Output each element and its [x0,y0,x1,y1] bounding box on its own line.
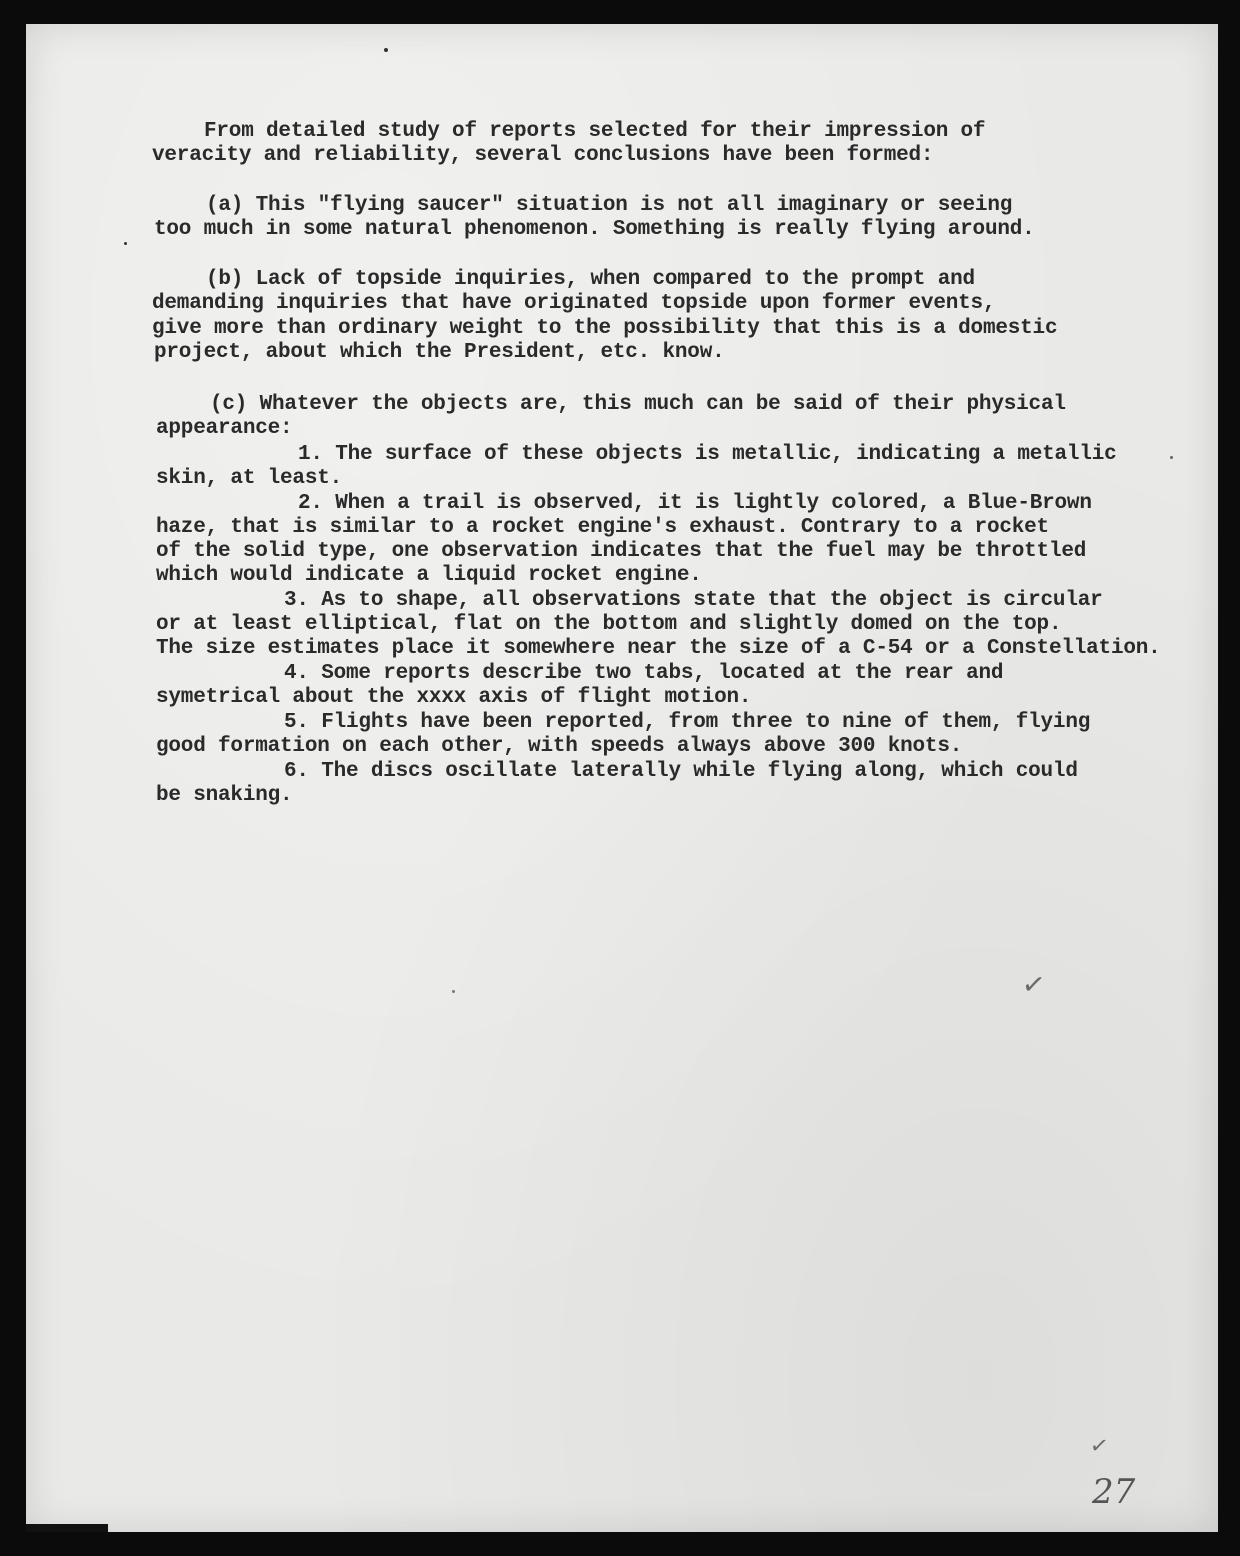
item-1-line-1: 1. The surface of these objects is metallic, indicating a metallic [298,443,1117,466]
scan-edge-shadow [26,1524,108,1532]
item-2-line-1: 2. When a trail is observed, it is lightly colored, a Blue-Brown [298,492,1092,515]
item-1-line-2: skin, at least. [156,467,343,490]
item-3-line-2: or at least elliptical, flat on the bottom and slightly domed on the top. [156,613,1062,636]
item-6-line-2: be snaking. [156,784,293,807]
item-4-line-1: 4. Some reports describe two tabs, located at the rear and [284,662,1004,685]
item-4-line-2: symetrical about the xxxx axis of flight motion. [156,686,752,709]
intro-line-2: veracity and reliability, several conclusions have been formed: [152,144,934,167]
paper-speck [1170,456,1173,459]
item-2-line-2: haze, that is similar to a rocket engine's exhaust. Contrary to a rocket [156,516,1049,539]
item-2-line-4: which would indicate a liquid rocket engine. [156,564,702,587]
intro-line-1: From detailed study of reports selected for their impression of [204,120,986,143]
page-number: 27 [1092,1472,1136,1512]
item-3-line-3: The size estimates place it somewhere near the size of a C-54 or a Constellation. [156,637,1161,660]
point-a-line-1: (a) This "flying saucer" situation is not all imaginary or seeing [206,194,1013,217]
item-5-line-2: good formation on each other, with speeds always above 300 knots. [156,735,963,758]
item-6-line-1: 6. The discs oscillate laterally while flying along, which could [284,760,1078,783]
paper-speck [384,48,388,52]
item-3-line-1: 3. As to shape, all observations state that the object is circular [284,589,1103,612]
point-b-line-2: demanding inquiries that have originated topside upon former events, [152,292,996,315]
item-5-line-1: 5. Flights have been reported, from three to nine of them, flying [284,711,1091,734]
check-mark-icon: ✓ [1088,1432,1111,1461]
document-page [26,24,1218,1532]
point-c-line-2: appearance: [156,417,293,440]
point-c-line-1: (c) Whatever the objects are, this much can be said of their physical [210,393,1066,416]
item-2-line-3: of the solid type, one observation indicates that the fuel may be throttled [156,540,1087,563]
paper-speck [452,990,455,993]
paper-speck [124,242,127,245]
point-b-line-3: give more than ordinary weight to the possibility that this is a domestic [152,317,1058,340]
check-mark-icon: ✓ [1019,966,1048,1003]
point-b-line-4: project, about which the President, etc. know. [154,341,725,364]
typed-text-body [26,24,1161,1105]
point-b-line-1: (b) Lack of topside inquiries, when compared to the prompt and [206,268,975,291]
point-a-line-2: too much in some natural phenomenon. Something is really flying around. [154,218,1035,241]
